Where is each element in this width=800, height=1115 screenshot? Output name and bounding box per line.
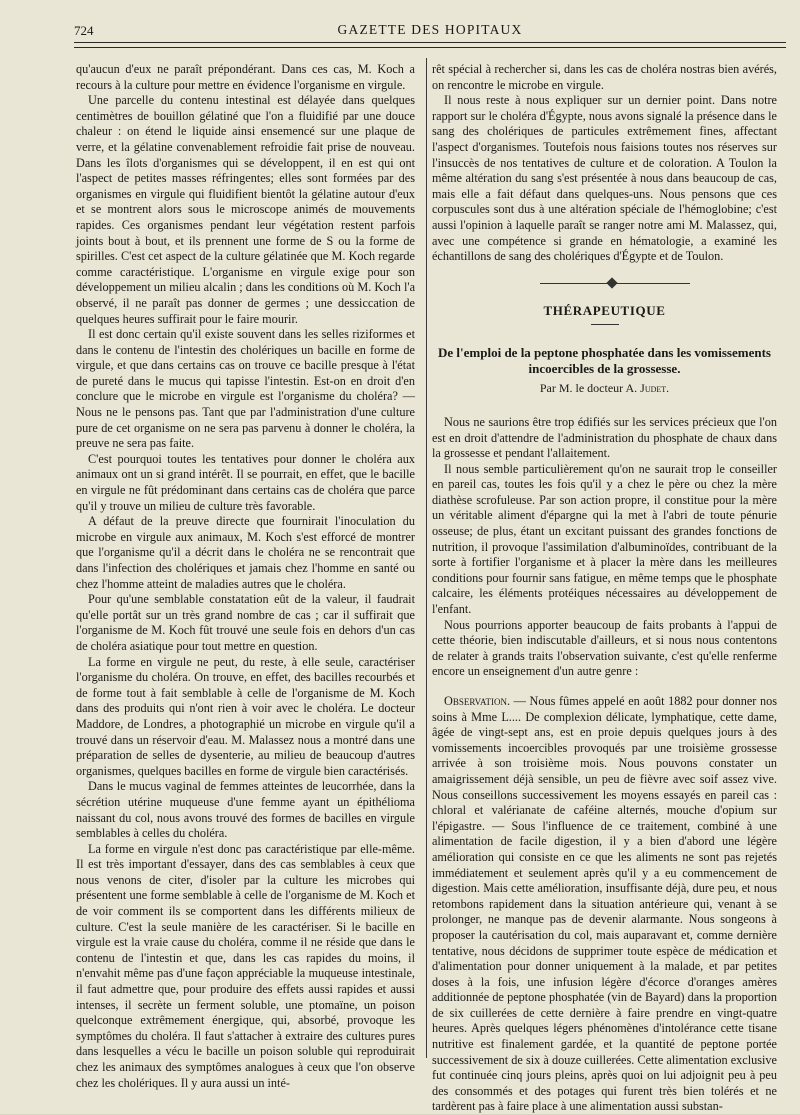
section-separator-ornament xyxy=(432,275,777,293)
byline-prefix: Par M. le docteur A. xyxy=(539,381,638,396)
paragraph: Nous ne saurions être trop édifiés sur les services précieux que l'on est en droit d'attendre de l'administration du phosphate de chaux dans la grossesse et pendant l'allaitement. xyxy=(432,414,777,461)
paragraph: La forme en virgule n'est donc pas caractéristique par elle-même. Il est très important d'essayer, dans des cas semblables à ceux que nous venons de citer, d'isoler par la culture les microbes qui présentent une forme semblable à celle de l'organisme de M. Koch et de voir comment ils se comportent dans les différents milieux de culture. C'est la seule manière de les caractériser. Si le bacille en virgule est la vraie cause du choléra, comme il ne réside que dans le contenu de l'intestin et que, dans les cas rapides du moins, il n'envahit même pas d'une façon appréciable la muqueuse intestinale, il faut admettre que, pour produire des effets aussi rapides et aussi intenses, il secrète un ferment soluble, une ptomaïne, un poison quelconque extrêmement énergique, qui, absorbé, provoque les symptômes du choléra. Il faut s'attacher à extraire des cultures pures dans lesquelles a vécu le bacille un poison soluble qui reproduirait chez les animaux des symptômes analogues à ceux que l'on observe chez les cholériques. Il y aura aussi un inté- xyxy=(76,841,415,1090)
byline xyxy=(432,381,777,397)
left-column xyxy=(76,62,415,1091)
observation-paragraph xyxy=(432,694,777,1115)
paragraph: A défaut de la preuve directe que fournirait l'inoculation du microbe en virgule aux animaux, M. Koch s'est efforcé de montrer que l'organisme qu'il a décrit dans le choléra ne se rencontrait que dans l'infection des cholériques et jamais chez l'homme en santé ou chez l'homme atteint de maladies autres que le choléra. xyxy=(76,514,415,591)
section-title: THÉRAPEUTIQUE xyxy=(543,302,666,318)
column-divider xyxy=(426,58,427,1058)
right-column xyxy=(432,62,777,1115)
paragraph: La forme en virgule ne peut, du reste, à elle seule, caractériser l'organisme du choléra. On trouve, en effet, des bacilles recourbés et de forme tout à fait semblable à celle de l'organisme de M. Koch dans des produits qui n'ont rien à voir avec le choléra. Le docteur Maddore, de Londres, a photographié un microbe en virgule qu'il a trouvé dans un réservoir d'eau. M. Malassez nous a montré dans une préparation de selles de dysenterie, au milieu de beaucoup d'autres organismes, quelques bacilles en forme de virgule bien caractérisés. xyxy=(76,654,415,778)
paragraph: Il nous semble particulièrement qu'on ne saurait trop le conseiller en pareil cas, toutes les fois qu'il y a chez le père ou chez la mère diathèse scrofuleuse. Par son action propre, il constitue pour la mère un véritable aliment d'épargne qui la met à l'abri de toute pénurie osseuse; de plus, étant un excitant puissant des grandes fonctions de nutrition, il provoque l'assimilation d'albuminoïdes, contribuant de la sorte à fortifier l'organisme et à placer la mère dans les meilleures conditions pour fournir sans fatigue, en même temps que le phosphate calcaire, les éléments protéiques nécessaires au développement de l'enfant. xyxy=(432,461,777,617)
paragraph: Nous pourrions apporter beaucoup de faits probants à l'appui de cette théorie, bien indiscutable d'ailleurs, et si nous nous contentons de relater à grands traits l'observation suivante, c'est qu'elle renferme encore un enseignement d'un autre genre : xyxy=(432,617,777,679)
paragraph: qu'aucun d'eux ne paraît prépondérant. Dans ces cas, M. Koch a recours à la culture pour mettre en évidence l'organisme en virgule. xyxy=(76,62,415,92)
running-title: GAZETTE DES HOPITAUX xyxy=(337,22,523,37)
paragraph: Dans le mucus vaginal de femmes atteintes de leucorrhée, dans la sécrétion utérine muqueuse d'une femme ayant un épithélioma naissant du col, nous avons trouvé des formes de bacilles en virgule semblables à celles du choléra. xyxy=(76,779,415,841)
page-number: 724 xyxy=(74,23,94,38)
author-name: Judet. xyxy=(640,381,670,396)
paragraph: C'est pourquoi toutes les tentatives pour donner le choléra aux animaux ont un si grand intérêt. Il se pourrait, en effet, que le bacille en virgule ne fût prédominant dans certains cas de choléra que parce qu'il y trouve un milieu de culture très favorable. xyxy=(76,451,415,513)
paragraph: Une parcelle du contenu intestinal est délayée dans quelques centimètres de bouillon gélatiné que l'on a fluidifié par une douce chaleur : on étend le liquide ainsi ensemencé sur une plaque de verre, et la gélatine convenablement refroidie fait prise de nouveau. Dans les îlots d'organismes qui se développent, il en est qui ont l'aspect de petites masses réfringentes; elles sont formées par des organismes en virgule qui fluidifient bientôt la gélatine autour d'eux et se montrent alors sous le microscope animés de mouvements rapides. Ces organismes pendant leur végétation restent parfois joints bout à bout, et ils prennent une forme de S ou la forme de spirilles. C'est cet aspect de la culture gélatinée que M. Koch regarde comme caractéristique. L'organisme en virgule exige pour son développement un milieu alcalin ; dans les conditions où M. Koch l'a observé, il ne paraît pas donner de germes ; une dessiccation de quelques heures suffirait pour le faire mourir. xyxy=(76,93,416,326)
observation-text: — Nous fûmes appelé en août 1882 pour donner nos soins à Mme L.... De complexion délicate, lymphatique, cette dame, âgée de vingt-sept ans, est en proie depuis quelques jours à des vomissements incoercibles provoqués par une troisième grossesse arrivée à son troisième mois. Nous pouvons constater un amaigrissement déjà sensible, un peu de fièvre avec soif assez vive. Nous conseillons successivement les moyens essayés en pareil cas : chloral et valérianate de caféine alternés, mouche d'opium sur l'épigastre. — Sous l'influence de ce traitement, combiné à une alimentation de facile digestion, il y a bien d'abord une légère amélioration qui consiste en ce que les aliments ne sont pas rejetés immédiatement et seulement après qu'il y a eu commencement de digestion. Mais cette amélioration, insuffisante déjà, dure peu, et nous retombons rapidement dans la situation antérieure qui, venant à se prolonger, ne manque pas de devenir alarmante. Nous songeons à proposer la cautérisation du col, mais auparavant et, comme dernière tentative, nous décidons de supprimer toute espèce de médication et d'alimentation pour donner uniquement à la malade, et par petites doses à la fois, une infusion légère d'écorce d'oranges amères additionnée de peptone phosphatée (vin de Bayard) dans la proportion de six cuillerées de cette dernière à faire prendre en vingt-quatre heures. Après quelques légers phénomènes d'intolérance cette tisane nutritive est finalement gardée, et la quantité de peptone portée successivement de six à douze cuillerées. Cette alimentation exclusive fut continuée cinq jours pleins, après quoi on lui adjoignit peu à peu des consommés et des potages qui furent très bien tolérés et ne tardèrent pas à faire place à une alimentation aussi substan- xyxy=(432,694,777,1114)
paragraph: Pour qu'une semblable constatation eût de la valeur, il faudrait qu'elle portât sur un très grand nombre de cas ; car il suffirait que l'organisme de M. Koch fût trouvé une seule fois en dehors d'un cas de choléra asiatique pour tout mettre en question. xyxy=(76,592,415,653)
paragraph: rêt spécial à rechercher si, dans les cas de choléra nostras bien avérés, on rencontre le microbe en virgule. xyxy=(432,62,777,92)
header-rule xyxy=(74,42,786,48)
section-rule xyxy=(591,324,619,325)
page-header xyxy=(74,20,786,40)
article-title: De l'emploi de la peptone phosphatée dans les vomissements incoercibles de la grossesse. xyxy=(438,345,771,377)
paragraph: Il est donc certain qu'il existe souvent dans les selles riziformes et dans le contenu de l'intestin des cholériques un bacille en forme de virgule, et que dans certains cas on trouve ce bacille presque à l'état de pureté dans le mucus qui tapisse l'intestin. Est-on en droit d'en conclure que le microbe en virgule est l'organisme du choléra? — Nous ne le pensons pas. Tant que par l'administration d'une culture pure de cet organisme on ne sera pas parvenu à donner le choléra, la preuve ne sera pas faite. xyxy=(76,327,415,451)
paragraph: Il nous reste à nous expliquer sur un dernier point. Dans notre rapport sur le choléra d'Égypte, nous avons signalé la présence dans le sang des cholériques de particules extrêmement fines, affectant l'aspect d'organismes. Toutefois nous faisions toutes nos réserves sur l'insuccès de nos tentatives de culture et de coloration. A Toulon la même altération du sang s'est présentée à nous dans beaucoup de cas, mais elle a fait défaut dans quelques-uns. Nous pensons que ces corpuscules sont dus à une altération spéciale de l'hémoglobine; c'est aussi l'opinion à laquelle paraît se ranger notre ami M. Malassez, qui, avec une compétence si grande en hématologie, a examiné les échantillons de sang des cholériques d'Égypte et de Toulon. xyxy=(432,93,777,264)
observation-label: Observation. xyxy=(444,694,511,708)
